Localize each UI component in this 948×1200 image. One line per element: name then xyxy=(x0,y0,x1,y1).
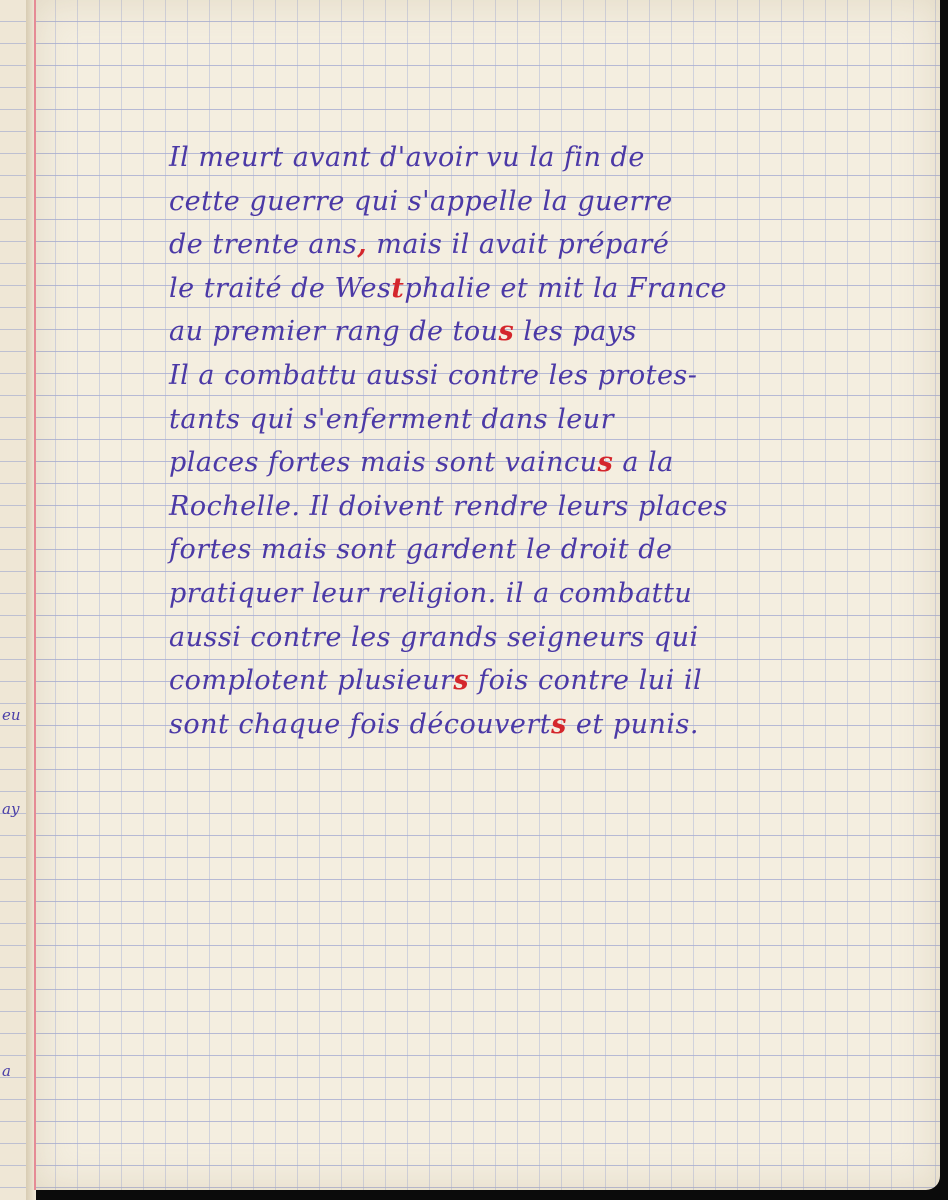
teacher-correction: , xyxy=(357,229,368,261)
line-text: Il meurt avant d'avoir vu la fin de xyxy=(169,142,645,173)
handwritten-line xyxy=(169,354,929,398)
previous-page-fragment: a xyxy=(2,1062,11,1080)
line-text: fois contre lui il xyxy=(469,665,703,697)
teacher-correction: s xyxy=(498,316,515,348)
line-text: et punis. xyxy=(566,708,699,740)
line-text: mais il avait préparé xyxy=(367,229,670,261)
line-text: aussi contre les grands seigneurs qui xyxy=(169,621,699,653)
teacher-correction: t xyxy=(391,272,405,304)
handwritten-text xyxy=(169,136,929,746)
handwritten-line xyxy=(169,398,929,442)
teacher-correction: s xyxy=(551,708,567,740)
handwritten-line xyxy=(169,528,929,572)
line-text: sont chaque fois découvert xyxy=(169,708,552,740)
line-text: au premier rang de tou xyxy=(169,316,499,348)
handwritten-line xyxy=(169,616,929,660)
line-text: le traité de Wes xyxy=(169,272,392,304)
line-text: fortes mais sont gardent le droit de xyxy=(169,534,673,566)
handwritten-line xyxy=(169,441,929,485)
handwritten-line xyxy=(169,659,929,703)
handwritten-line xyxy=(169,136,929,180)
line-text: a la xyxy=(613,447,674,479)
handwritten-line xyxy=(169,485,929,529)
line-text: complotent plusieur xyxy=(169,665,454,697)
handwritten-line xyxy=(169,180,929,224)
red-margin-line xyxy=(34,0,36,1190)
line-text: cette guerre qui s'appelle la guerre xyxy=(169,185,673,217)
line-text: pratiquer leur religion. il a combattu xyxy=(169,577,693,609)
teacher-correction: s xyxy=(597,447,614,479)
handwritten-line xyxy=(169,223,929,267)
line-text: phalie et mit la France xyxy=(404,272,728,304)
handwritten-line xyxy=(169,572,929,616)
previous-page-fragment: ay xyxy=(2,800,20,818)
line-text: tants qui s'enferment dans leur xyxy=(169,403,615,435)
previous-page-edge xyxy=(0,0,27,1200)
handwritten-line xyxy=(169,703,929,747)
line-text: de trente ans xyxy=(169,229,358,261)
line-text: Rochelle. Il doivent rendre leurs places xyxy=(169,490,728,522)
line-text: Il a combattu aussi contre les protes- xyxy=(169,359,698,391)
handwritten-line xyxy=(169,267,929,311)
previous-page-fragment: eu xyxy=(2,706,21,724)
line-text: les pays xyxy=(514,316,637,348)
line-text: places fortes mais sont vaincu xyxy=(169,447,598,479)
teacher-correction: s xyxy=(453,665,470,697)
handwritten-line xyxy=(169,310,929,354)
notebook-page xyxy=(34,0,940,1190)
